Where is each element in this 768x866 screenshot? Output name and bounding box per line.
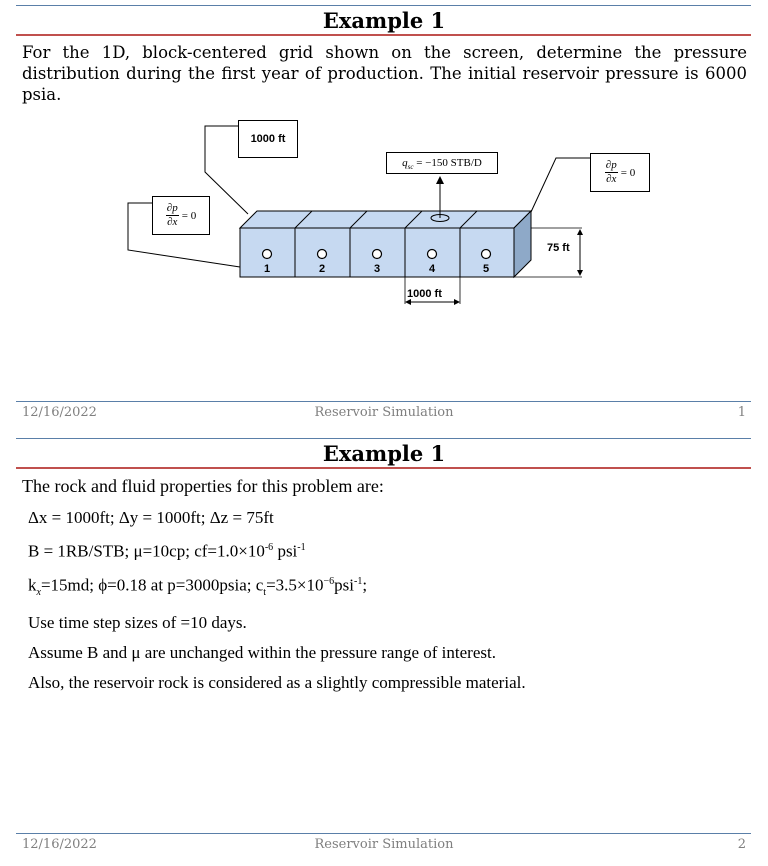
grid-top-face — [240, 211, 531, 228]
footer-date: 12/16/2022 — [22, 405, 97, 420]
block-center-1 — [263, 250, 272, 259]
cell-number-4: 4 — [428, 263, 436, 275]
bc-rhs: = 0 — [620, 166, 636, 179]
cell-number-3: 3 — [373, 263, 381, 275]
footer-rule — [16, 833, 751, 834]
page-number: 1 — [737, 405, 746, 420]
grid-length-label: 1000 ft — [238, 120, 298, 158]
slide-title: Example 1 — [322, 8, 446, 33]
cell-width-label: 1000 ft — [407, 288, 442, 300]
block-center-3 — [373, 250, 382, 259]
title-underline — [16, 467, 751, 469]
time-step-line: Use time step sizes of =10 days. — [28, 612, 247, 632]
bc-denominator: ∂x — [606, 173, 617, 185]
fluid-properties-line: B = 1RB/STB; μ=10cp; $cf=1.0\times 10^{-6}$ psi$^{-1}$ — [28, 541, 306, 561]
height-label: 75 ft — [547, 242, 570, 254]
cell-number-5: 5 — [482, 263, 490, 275]
rate-subscript: sc — [407, 163, 414, 172]
grid-dimensions-line: Δx = 1000ft; Δy = 1000ft; Δz = 75ft — [28, 508, 274, 527]
block-center-4 — [428, 250, 437, 259]
rate-symbol: q — [402, 157, 408, 169]
properties-heading: The rock and fluid properties for this problem are: — [22, 476, 384, 496]
footer-date: 12/16/2022 — [22, 837, 97, 852]
slide-title: Example 1 — [322, 441, 446, 466]
right-bc-leader-line — [531, 158, 590, 212]
left-boundary-condition — [152, 196, 210, 235]
top-rule — [16, 438, 751, 439]
bc-numerator: ∂p — [166, 202, 178, 214]
page-number: 2 — [737, 837, 746, 852]
problem-statement: For the 1D, block-centered grid shown on the screen, determine the pressure distribution during the first year of production. The initial reservoir pressure is 6000 psia. — [22, 43, 747, 104]
right-boundary-condition — [590, 153, 650, 192]
rate-label — [386, 152, 498, 174]
block-center-2 — [318, 250, 327, 259]
bc-denominator: ∂x — [167, 216, 178, 228]
cell-number-1: 1 — [263, 263, 271, 275]
assumption-line: Assume B and μ are unchanged within the pressure range of interest. — [28, 642, 496, 662]
footer-rule — [16, 401, 751, 402]
rate-value: = −150 STB/D — [413, 157, 482, 169]
bc-numerator: ∂p — [605, 159, 617, 171]
rock-properties-line: $k_x=15md$; ϕ=0.18 at p=3000psia; $c_t=3.5\times 10^{-6}psi^{-1}$; — [28, 575, 368, 598]
properties-list — [28, 503, 526, 698]
cell-number-2: 2 — [318, 263, 326, 275]
slide-2 — [0, 433, 768, 866]
footer-title: Reservoir Simulation — [314, 405, 454, 420]
compressibility-line: Also, the reservoir rock is considered as a slightly compressible material. — [28, 672, 526, 692]
bc-rhs: = 0 — [181, 209, 197, 222]
footer-title: Reservoir Simulation — [314, 837, 454, 852]
block-center-5 — [482, 250, 491, 259]
